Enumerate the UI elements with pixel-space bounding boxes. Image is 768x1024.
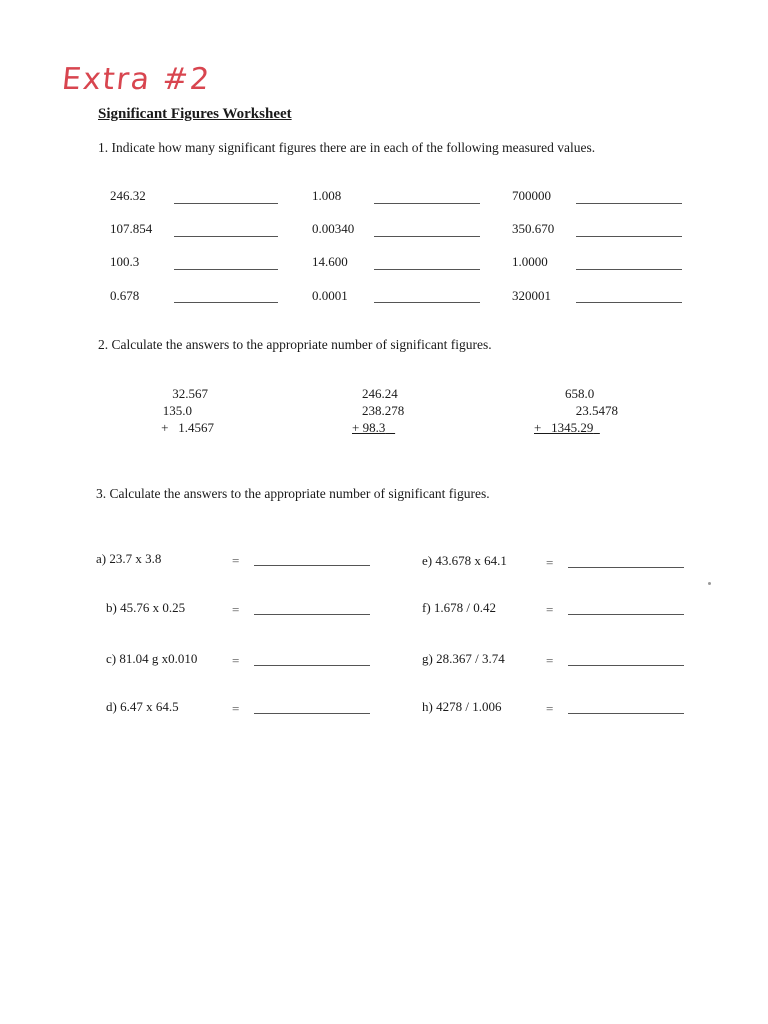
answer-blank[interactable] — [374, 302, 480, 303]
q1-value: 1.008 — [312, 188, 342, 203]
equals-sign: = — [232, 653, 240, 668]
addend-text: + 98.3 — [352, 420, 386, 435]
q1-value: 100.3 — [110, 254, 140, 269]
answer-blank[interactable] — [254, 614, 370, 615]
equals-sign: = — [546, 555, 554, 570]
equals-sign: = — [546, 602, 554, 617]
q1-value: 246.32 — [110, 188, 146, 203]
problem-e: e) 43.678 x 64.1 — [422, 553, 507, 568]
q1-value: 320001 — [512, 288, 551, 303]
answer-blank[interactable] — [576, 269, 682, 270]
equals-sign: = — [546, 701, 554, 716]
equals-sign: = — [232, 701, 240, 716]
q1-value: 0.678 — [110, 288, 140, 303]
addend: 23.5478 — [575, 403, 618, 418]
answer-blank[interactable] — [568, 567, 684, 568]
addend: 238.278 — [362, 403, 405, 418]
answer-blank[interactable] — [576, 203, 682, 204]
problem-f: f) 1.678 / 0.42 — [422, 600, 497, 615]
q3-prompt: 3. Calculate the answers to the appropriate number of significant figures. — [96, 486, 490, 501]
answer-blank[interactable] — [374, 269, 480, 270]
equals-sign: = — [546, 653, 554, 668]
addend: 246.24 — [362, 386, 398, 401]
addend: 32.567 — [172, 386, 208, 401]
answer-blank[interactable] — [174, 302, 278, 303]
answer-blank[interactable] — [254, 565, 370, 566]
addend: 658.0 — [565, 386, 595, 401]
q2-prompt: 2. Calculate the answers to the appropriate number of significant figures. — [98, 337, 492, 352]
problem-a: a) 23.7 x 3.8 — [96, 551, 162, 566]
answer-blank[interactable] — [576, 302, 682, 303]
page-title: Significant Figures Worksheet — [98, 106, 292, 122]
answer-blank[interactable] — [254, 665, 370, 666]
problem-d: d) 6.47 x 64.5 — [106, 699, 179, 714]
answer-blank[interactable] — [374, 236, 480, 237]
answer-blank[interactable] — [174, 203, 278, 204]
q1-value: 700000 — [512, 188, 551, 203]
equals-sign: = — [232, 553, 240, 568]
answer-blank[interactable] — [174, 269, 278, 270]
q1-value: 14.600 — [312, 254, 348, 269]
addend: + 1.4567 — [161, 420, 214, 435]
addend-text: + 1345.29 — [534, 420, 594, 435]
answer-blank[interactable] — [174, 236, 278, 237]
q1-value: 0.0001 — [312, 288, 348, 303]
problem-b: b) 45.76 x 0.25 — [106, 600, 186, 615]
q1-value: 0.00340 — [312, 221, 355, 236]
scan-speck — [708, 582, 711, 585]
addend: 135.0 — [162, 403, 192, 418]
answer-blank[interactable] — [576, 236, 682, 237]
answer-blank[interactable] — [568, 614, 684, 615]
problem-h: h) 4278 / 1.006 — [422, 699, 502, 714]
q1-value: 107.854 — [110, 221, 153, 236]
q1-value: 1.0000 — [512, 254, 548, 269]
problem-c: c) 81.04 g x0.010 — [106, 651, 198, 666]
addend-underlined — [534, 420, 620, 436]
q1-prompt: 1. Indicate how many significant figures there are in each of the following measured values. — [98, 140, 596, 155]
answer-blank[interactable] — [568, 713, 684, 714]
problem-g: g) 28.367 / 3.74 — [422, 651, 505, 666]
equals-sign: = — [232, 602, 240, 617]
handwritten-note: Extra #2 — [60, 62, 213, 97]
q1-value: 350.670 — [512, 221, 555, 236]
answer-blank[interactable] — [374, 203, 480, 204]
addend-underlined — [352, 420, 410, 436]
answer-blank[interactable] — [568, 665, 684, 666]
answer-blank[interactable] — [254, 713, 370, 714]
